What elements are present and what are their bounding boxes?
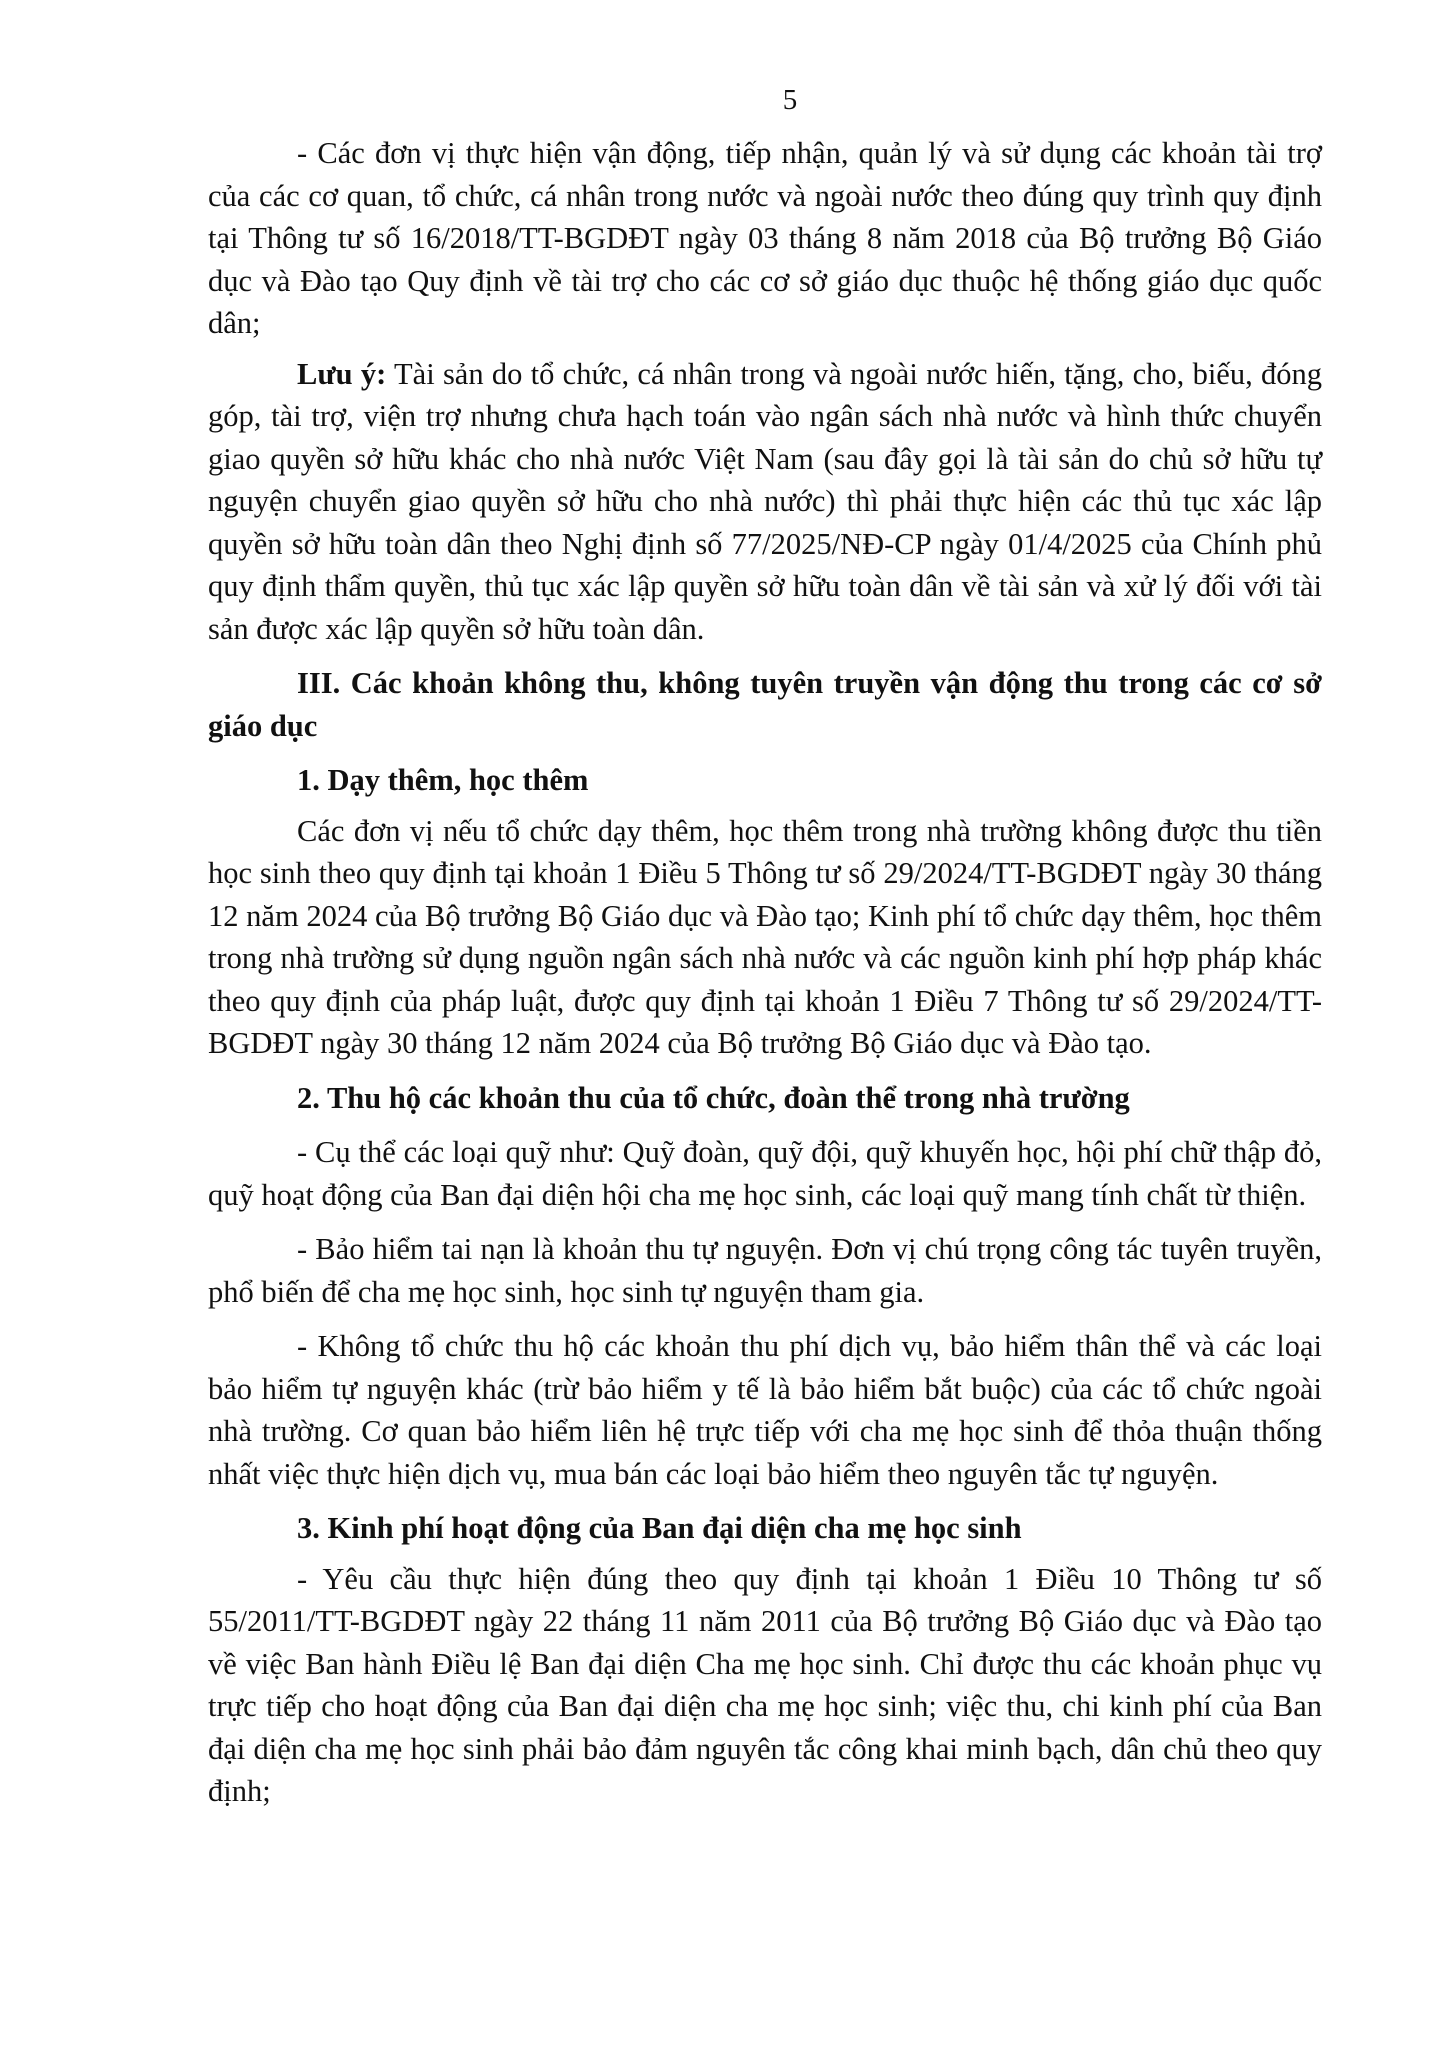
subsection-heading-2: 2. Thu hộ các khoản thu của tổ chức, đoàn thể trong nhà trường <box>297 1080 1130 1115</box>
paragraph-sponsorship: - Các đơn vị thực hiện vận động, tiếp nhận, quản lý và sử dụng các khoản tài trợ của các cơ quan, tổ chức, cá nhân trong nước và ngoài nước theo đúng quy trình quy định tại Thông tư số 16/2018/TT-BGDĐT ngày 03 tháng 8 năm 2018 của Bộ trưởng Bộ Giáo dục và Đào tạo Quy định về tài trợ cho các cơ sở giáo dục thuộc hệ thống giáo dục quốc dân; <box>208 136 1322 340</box>
section-heading-iii: III. Các khoản không thu, không tuyên truyền vận động thu trong các cơ sở giáo dục <box>208 666 1322 743</box>
paragraph-extra-classes: Các đơn vị nếu tổ chức dạy thêm, học thêm trong nhà trường không được thu tiền học sinh theo quy định tại khoản 1 Điều 5 Thông tư số 29/2024/TT-BGDĐT ngày 30 tháng 12 năm 2024 của Bộ trưởng Bộ Giáo dục và Đào tạo; Kinh phí tổ chức dạy thêm, học thêm trong nhà trường sử dụng nguồn ngân sách nhà nước và các nguồn kinh phí hợp pháp khác theo quy định của pháp luật, được quy định tại khoản 1 Điều 7 Thông tư số 29/2024/TT-BGDĐT ngày 30 tháng 12 năm 2024 của Bộ trưởng Bộ Giáo dục và Đào tạo. <box>208 813 1322 1060</box>
paragraph-accident-insurance: - Bảo hiểm tai nạn là khoản thu tự nguyện. Đơn vị chú trọng công tác tuyên truyền, phổ biến để cha mẹ học sinh, học sinh tự nguyện tham gia. <box>208 1232 1322 1309</box>
note-text: Tài sản do tổ chức, cá nhân trong và ngoài nước hiến, tặng, cho, biếu, đóng góp, tài trợ, viện trợ nhưng chưa hạch toán vào ngân sách nhà nước và hình thức chuyển giao quyền sở hữu khác cho nhà nước Việt Nam (sau đây gọi là tài sản do chủ sở hữu tự nguyện chuyển giao quyền sở hữu cho nhà nước) thì phải thực hiện các thủ tục xác lập quyền sở hữu toàn dân theo Nghị định số 77/2025/NĐ-CP ngày 01/4/2025 của Chính phủ quy định thẩm quyền, thủ tục xác lập quyền sở hữu toàn dân về tài sản và xử lý đối với tài sản được xác lập quyền sở hữu toàn dân. <box>208 356 1322 646</box>
paragraph-parents-board: - Yêu cầu thực hiện đúng theo quy định tại khoản 1 Điều 10 Thông tư số 55/2011/TT-BGDĐT ngày 22 tháng 11 năm 2011 của Bộ trưởng Bộ Giáo dục và Đào tạo về việc Ban hành Điều lệ Ban đại diện Cha mẹ học sinh. Chỉ được thu các khoản phục vụ trực tiếp cho hoạt động của Ban đại diện cha mẹ học sinh; việc thu, chi kinh phí của Ban đại diện cha mẹ học sinh phải bảo đảm nguyên tắc công khai minh bạch, dân chủ theo quy định; <box>208 1561 1322 1808</box>
paragraph-funds: - Cụ thể các loại quỹ như: Quỹ đoàn, quỹ đội, quỹ khuyến học, hội phí chữ thập đỏ, quỹ hoạt động của Ban đại diện hội cha mẹ học sinh, các loại quỹ mang tính chất từ thiện. <box>208 1135 1322 1212</box>
subsection-heading-3: 3. Kinh phí hoạt động của Ban đại diện cha mẹ học sinh <box>297 1511 1022 1545</box>
page-number: 5 <box>782 84 798 116</box>
note-label: Lưu ý: <box>297 356 387 391</box>
paragraph-note <box>208 353 1322 651</box>
document-page <box>208 82 1322 1813</box>
subsection-heading-1: 1. Dạy thêm, học thêm <box>297 763 589 797</box>
paragraph-no-collection: - Không tổ chức thu hộ các khoản thu phí dịch vụ, bảo hiểm thân thể và các loại bảo hiểm tự nguyện khác (trừ bảo hiểm y tế là bảo hiểm bắt buộc) của các tổ chức ngoài nhà trường. Cơ quan bảo hiểm liên hệ trực tiếp với cha mẹ học sinh để thỏa thuận thống nhất việc thực hiện dịch vụ, mua bán các loại bảo hiểm theo nguyên tắc tự nguyện. <box>208 1329 1322 1491</box>
